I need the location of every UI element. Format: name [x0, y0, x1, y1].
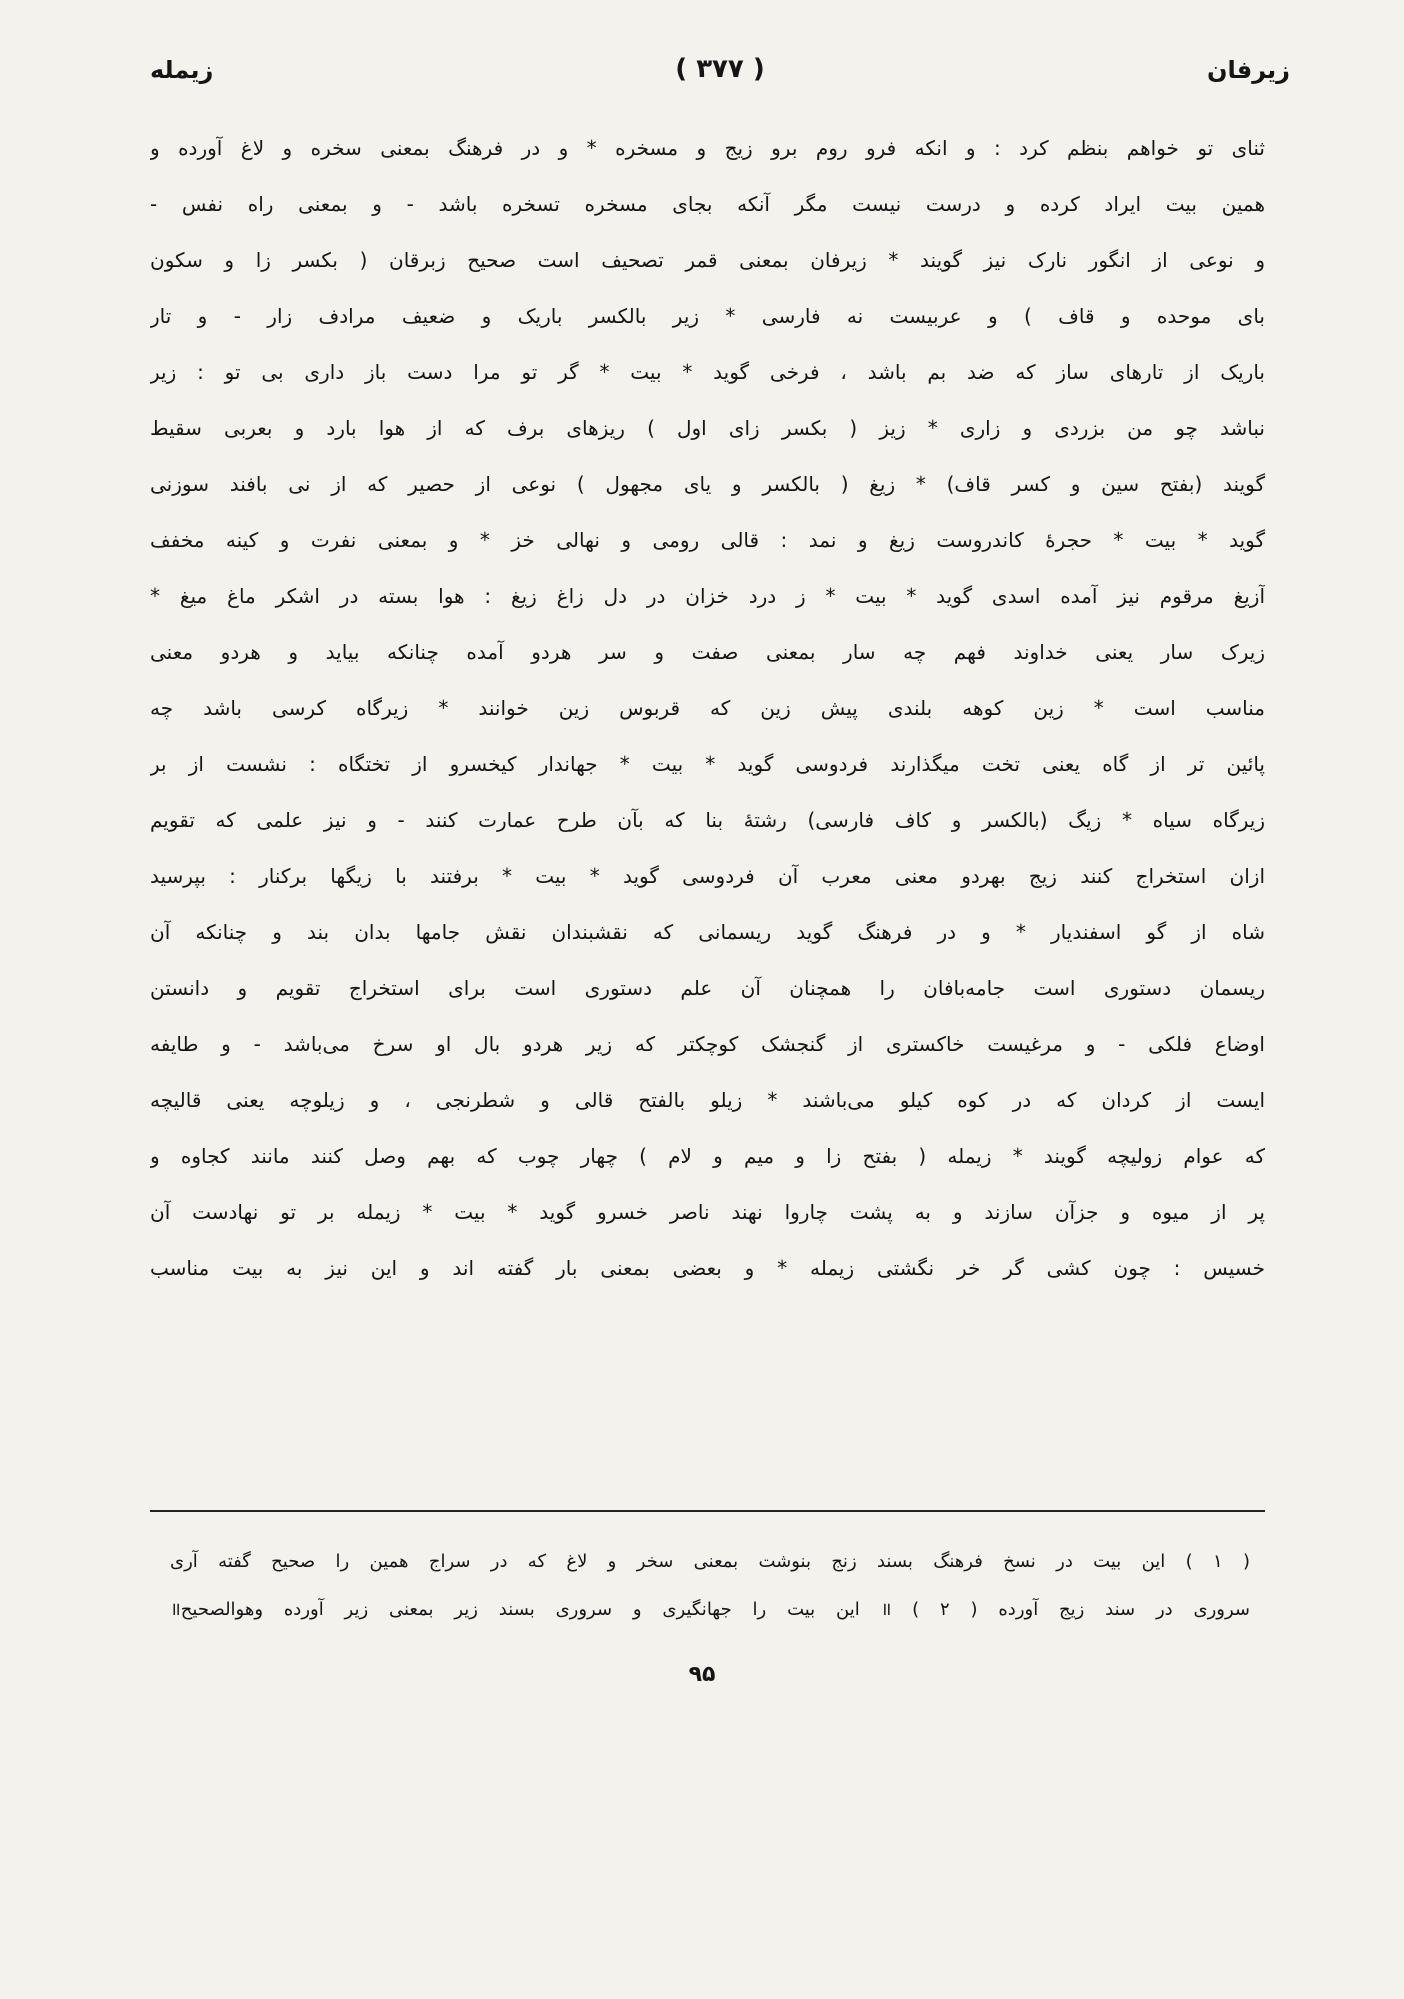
footnotes: [170, 1538, 1250, 1634]
text-line: باریک از تارهای ساز که ضد بم باشد ، فرخی گوید * بیت * گر تو مرا دست باز داری بی تو : زیر: [150, 360, 1265, 384]
text-line: و نوعی از انگور نارک نیز گویند * زیرفان بمعنی قمر تصحیف است صحیح زبرقان ( بکسر زا و سکون: [150, 248, 1265, 272]
text-line: زیرک سار یعنی خداوند فهم چه سار بمعنی صفت و سر هردو آمده چنانکه بیاید و هردو معنی: [150, 640, 1265, 664]
folio-number: ۹۵: [688, 1662, 716, 1687]
guide-word-left: زیمله: [150, 56, 214, 84]
footnote-divider: [150, 1510, 1265, 1512]
guide-word-right: زیرفان: [1207, 56, 1290, 84]
page-header: [150, 48, 1290, 98]
text-line: مناسب است * زین کوهه بلندی پیش زین که قربوس زین خوانند * زیرگاه کرسی باشد چه: [150, 696, 1265, 720]
text-line: ایست از کردان که در کوه کیلو می‌باشند * زیلو بالفتح قالی و شطرنجی ، و زیلوچه یعنی قالیچه: [150, 1088, 1265, 1112]
text-line: ریسمان دستوری است جامه‌بافان را همچنان آن علم دستوری است برای استخراج تقویم و دانستن: [150, 976, 1265, 1000]
text-line: همین بیت ایراد کرده و درست نیست مگر آنکه بجای مسخره تسخره باشد - و بمعنی راه نفس -: [150, 192, 1265, 216]
main-text: [150, 120, 1265, 1296]
text-line: گوید * بیت * حجرۀ کاندروست زیغ و نمد : قالی رومی و نهالی خز * و بمعنی نفرت و کینه مخفف: [150, 528, 1265, 552]
text-line: خسیس : چون کشی گر خر نگشتی زیمله * و بعضی بمعنی بار گفته اند و این نیز به بیت مناسب: [150, 1256, 1265, 1280]
text-line: بای موحده و قاف ) و عربیست نه فارسی * زیر بالکسر باریک و ضعیف مرادف زار - و تار: [150, 304, 1265, 328]
text-line: نباشد چو من بزردی و زاری * زیز ( بکسر زای اول ) ریزهای برف که از هوا بارد و بعربی سقیط: [150, 416, 1265, 440]
footnote-line: سروری در سند زیج آورده ॥ ( ۲ ) این بیت را جهانگیری و سروری بسند زیر بمعنی زیر آورده وهوالصحیح॥: [170, 1599, 1250, 1620]
page-number: ( ۳۷۷ ): [675, 54, 765, 84]
text-line: اوضاع فلکی - و مرغیست خاکستری از گنجشک کوچکتر که زیر هردو بال او سرخ می‌باشد - و طایفه: [150, 1032, 1265, 1056]
text-line: شاه از گو اسفندیار * و در فرهنگ گوید ریسمانی که نقشبندان نقش جامها بدان بند و چنانکه آن: [150, 920, 1265, 944]
text-line: پائین تر از گاه یعنی تخت میگذارند فردوسی گوید * بیت * جهاندار کیخسرو از تختگاه : نشست از بر: [150, 752, 1265, 776]
text-line: ثنای تو خواهم بنظم کرد : و انکه فرو روم برو زیج و مسخره * و در فرهنگ بمعنی سخره و لاغ آورده و: [150, 136, 1265, 160]
footnote-line: ( ۱ ) این بیت در نسخ فرهنگ بسند زنج بنوشت بمعنی سخر و لاغ که در سراج همین را صحیح گفته آری: [170, 1551, 1250, 1572]
text-line: زیرگاه سیاه * زیگ (بالکسر و کاف فارسی) رشتۀ بنا که بآن طرح عمارت کنند - و نیز علمی که تقویم: [150, 808, 1265, 832]
text-line: پر از میوه و جزآن سازند و به پشت چاروا نهند ناصر خسرو گوید * بیت * زیمله بر تو نهادست آن: [150, 1200, 1265, 1224]
text-line: آزیغ مرقوم نیز آمده اسدی گوید * بیت * ز درد خزان در دل زاغ زیغ : هوا بسته در اشکر ماغ میغ *: [150, 584, 1265, 608]
text-line: که عوام زولیچه گویند * زیمله ( بفتح زا و میم و لام ) چهار چوب که بهم وصل کنند مانند کجاوه و: [150, 1144, 1265, 1168]
text-line: گویند (بفتح سین و کسر قاف) * زیغ ( بالکسر و یای مجهول ) نوعی از حصیر که از نی بافند سوزنی: [150, 472, 1265, 496]
text-line: ازان استخراج کنند زیج بهردو معنی معرب آن فردوسی گوید * بیت * برفتند با زیگها برکنار : بپرسید: [150, 864, 1265, 888]
